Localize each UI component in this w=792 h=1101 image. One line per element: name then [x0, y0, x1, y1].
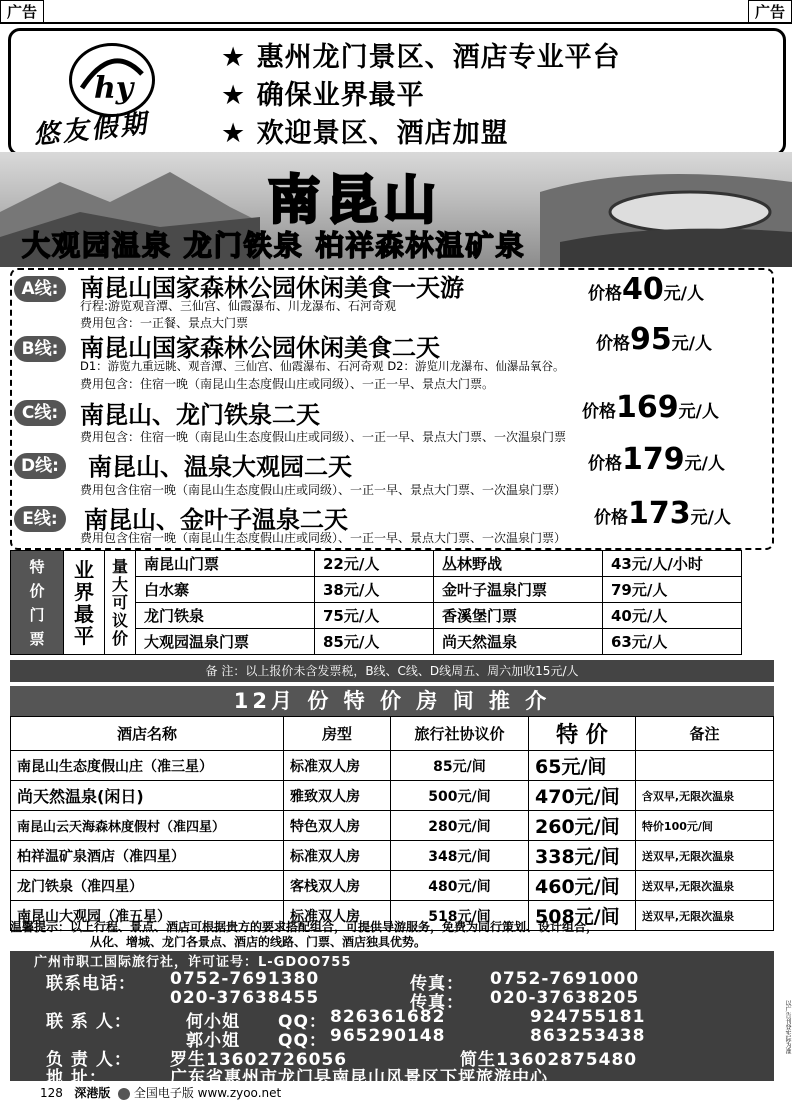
table-row — [11, 781, 774, 811]
route-e-line-1: 费用包含住宿一晚（南昆山生态度假山庄或同级）、一正一早、景点大门票、一次温泉门票） — [80, 531, 567, 545]
ticket-name: 龙门铁泉 — [136, 603, 315, 629]
ad-label-left: 广告 — [0, 0, 44, 24]
qq-2a: 965290148 — [330, 1026, 446, 1046]
ticket-price: 63元/人 — [603, 629, 742, 655]
hotel-room: 客栈双人房 — [284, 871, 391, 901]
route-b-title: 南昆山国家森林公园休闲美食二天 — [80, 334, 440, 362]
hotel-remark: 送双早,无限次温泉 — [635, 841, 773, 871]
route-d-line-1: 费用包含住宿一晚（南昆山生态度假山庄或同级）、一正一早、景点大门票、一次温泉门票） — [80, 483, 567, 497]
page-footer — [40, 1084, 281, 1101]
table-row — [11, 841, 774, 871]
route-d-price: 价格179元/人 — [588, 442, 725, 477]
route-d-badge: D线: — [14, 453, 66, 479]
hotel-special: 460元/间 — [529, 871, 636, 901]
hotel-remark: 特价100元/间 — [635, 811, 773, 841]
route-a-badge: A线: — [14, 276, 66, 302]
hotel-remark: 送双早,无限次温泉 — [635, 871, 773, 901]
ticket-name: 白水寨 — [136, 577, 315, 603]
fax-1: 0752-7691000 — [490, 969, 640, 989]
warm-tip-line-2: 从化、增城、龙门各景点、酒店的线路、门票、酒店独具优势。 — [90, 935, 427, 949]
contact-person-1: 何小姐 — [186, 1012, 240, 1032]
ticket-price: 22元/人 — [315, 551, 434, 577]
brand-name: 悠友假期 — [32, 109, 151, 151]
hotel-name: 南昆山大观园（准五星） — [11, 901, 284, 931]
warm-tip-line-1: 温馨提示：以上行程、景点、酒店可根据贵方的要求搭配组合，可提供导游服务，免费为同行策划、设计组合， — [10, 920, 599, 934]
site-link[interactable]: 全国电子版 www.zyoo.net — [133, 1086, 282, 1100]
top-rule — [0, 22, 792, 24]
address-label: 地 址： — [46, 1068, 107, 1088]
fax-label-2: 传真： — [410, 993, 464, 1013]
slogan-2: ★ 确保业界最平 — [221, 80, 425, 111]
qq-label-1: QQ： — [278, 1012, 327, 1032]
ticket-name: 香溪堡门票 — [434, 603, 603, 629]
hotel-col-remark: 备注 — [635, 717, 773, 751]
manager-label: 负 责 人： — [46, 1050, 132, 1070]
route-a-line-1: 行程:游览观音潭、三仙宫、仙霞瀑布、川龙瀑布、石河奇观 — [80, 299, 397, 313]
hotel-col-special: 特 价 — [529, 717, 636, 751]
hotel-special: 470元/间 — [529, 781, 636, 811]
address-value: 广东省惠州市龙门县南昆山风景区下坪旅游中心 — [170, 1068, 548, 1088]
ticket-label-1: 特价门票 — [11, 551, 64, 655]
route-a-price: 价格40元/人 — [588, 272, 704, 307]
hotel-name: 南昆山生态度假山庄（准三星） — [11, 751, 284, 781]
ticket-price: 43元/人/小时 — [603, 551, 742, 577]
hotel-section-title: 12月 份 特 价 房 间 推 介 — [10, 686, 774, 716]
phone-1: 0752-7691380 — [170, 969, 320, 989]
hotel-room: 标准双人房 — [284, 751, 391, 781]
banner-title: 南昆山 — [268, 171, 443, 231]
qq-1b: 924755181 — [530, 1007, 646, 1027]
site-logo-icon — [118, 1088, 130, 1100]
manager-1: 罗生13602726056 — [170, 1050, 348, 1070]
contact-person-2: 郭小姐 — [186, 1031, 240, 1051]
hotel-room: 标准双人房 — [284, 901, 391, 931]
hotel-agency: 500元/间 — [390, 781, 528, 811]
hotel-name: 南昆山云天海森林度假村（准四星） — [11, 811, 284, 841]
ticket-label-3: 量大可议价 — [105, 551, 136, 655]
ticket-table — [10, 550, 742, 655]
ad-label-right: 广告 — [748, 0, 792, 24]
ticket-name: 丛林野战 — [434, 551, 603, 577]
hotel-special: 508元/间 — [529, 901, 636, 931]
header-box — [8, 28, 786, 156]
contact-panel — [10, 951, 774, 1088]
ticket-price: 75元/人 — [315, 603, 434, 629]
hotel-agency: 280元/间 — [390, 811, 528, 841]
hotel-col-agency: 旅行社协议价 — [390, 717, 528, 751]
hotel-special: 65元/间 — [529, 751, 636, 781]
route-c-badge: C线: — [14, 400, 66, 426]
ticket-label-2: 业界最平 — [64, 551, 105, 655]
route-d-title: 南昆山、温泉大观园二天 — [88, 453, 352, 481]
hotel-room: 雅致双人房 — [284, 781, 391, 811]
hotel-name: 尚天然温泉(闲日) — [11, 781, 284, 811]
table-row — [11, 811, 774, 841]
ticket-price: 40元/人 — [603, 603, 742, 629]
route-b-badge: B线: — [14, 336, 66, 362]
logo-text: hy — [94, 71, 134, 106]
fax-2: 020-37638205 — [490, 988, 640, 1008]
ticket-name: 尚天然温泉 — [434, 629, 603, 655]
ticket-price: 85元/人 — [315, 629, 434, 655]
route-a-title: 南昆山国家森林公园休闲美食一天游 — [80, 274, 464, 302]
ticket-name: 南昆山门票 — [136, 551, 315, 577]
route-c-price: 价格169元/人 — [582, 390, 719, 425]
route-c-title: 南昆山、龙门铁泉二天 — [80, 401, 320, 429]
route-c-line-1: 费用包含：住宿一晚（南昆山生态度假山庄或同级）、一正一早、景点大门票、一次温泉门票 — [80, 430, 567, 444]
qq-label-2: QQ： — [278, 1031, 327, 1051]
hotel-room: 特色双人房 — [284, 811, 391, 841]
slogan-1: ★ 惠州龙门景区、酒店专业平台 — [221, 42, 621, 73]
hotel-special: 338元/间 — [529, 841, 636, 871]
edition-label: 深港版 — [74, 1086, 111, 1100]
hotel-name: 龙门铁泉（准四星） — [11, 871, 284, 901]
table-row — [11, 751, 774, 781]
route-b-price: 价格95元/人 — [596, 322, 712, 357]
ticket-price: 38元/人 — [315, 577, 434, 603]
hotel-agency: 518元/间 — [390, 901, 528, 931]
route-b-line-2: 费用包含：住宿一晚（南昆山生态度假山庄或同级）、一正一早、景点大门票。 — [80, 377, 495, 391]
ticket-price: 79元/人 — [603, 577, 742, 603]
hotel-col-name: 酒店名称 — [11, 717, 284, 751]
ticket-name: 大观园温泉门票 — [136, 629, 315, 655]
warm-tip — [10, 920, 770, 950]
contact-person-label: 联 系 人： — [46, 1012, 132, 1032]
side-note: 以广告刊登实际为准 — [784, 1000, 791, 1054]
qq-1a: 826361682 — [330, 1007, 446, 1027]
hotel-special: 260元/间 — [529, 811, 636, 841]
hotel-agency: 348元/间 — [390, 841, 528, 871]
hotel-room: 标准双人房 — [284, 841, 391, 871]
hotel-agency: 480元/间 — [390, 871, 528, 901]
license-text: 广州市职工国际旅行社，许可证号：L-GDOO755 — [34, 955, 352, 970]
hotel-remark: 含双早,无限次温泉 — [635, 781, 773, 811]
hotel-agency: 85元/间 — [390, 751, 528, 781]
table-row — [11, 871, 774, 901]
qq-2b: 863253438 — [530, 1026, 646, 1046]
phone-2: 020-37638455 — [170, 988, 320, 1008]
fax-label: 传真： — [410, 974, 464, 994]
route-b-line-1: D1：游览九重远眺、观音潭、三仙宫、仙霞瀑布、石河奇观 D2：游览川龙瀑布、仙瀑品氧谷。 — [80, 359, 565, 373]
manager-2: 简生13602875480 — [460, 1050, 638, 1070]
banner-subtitle: 大观园温泉 龙门铁泉 柏祥森林温矿泉 — [22, 229, 526, 262]
hotel-name: 柏祥温矿泉酒店（准四星） — [11, 841, 284, 871]
page-number: 128 — [40, 1086, 63, 1100]
ticket-name: 金叶子温泉门票 — [434, 577, 603, 603]
route-e-title: 南昆山、金叶子温泉二天 — [84, 506, 348, 534]
ticket-note: 备 注：以上报价未含发票税，B线、C线、D线周五、周六加收15元/人 — [10, 660, 774, 682]
hotel-remark — [635, 751, 773, 781]
route-e-price: 价格173元/人 — [594, 496, 731, 531]
slogan-3: ★ 欢迎景区、酒店加盟 — [221, 118, 509, 149]
hotel-remark: 送双早,无限次温泉 — [635, 901, 773, 931]
scenic-banner — [0, 152, 792, 267]
route-e-badge: E线: — [14, 506, 66, 532]
phone-label: 联系电话： — [46, 974, 136, 994]
hotel-col-room: 房型 — [284, 717, 391, 751]
route-a-line-2: 费用包含：一正餐、景点大门票 — [80, 316, 249, 330]
hotel-table — [10, 716, 774, 931]
